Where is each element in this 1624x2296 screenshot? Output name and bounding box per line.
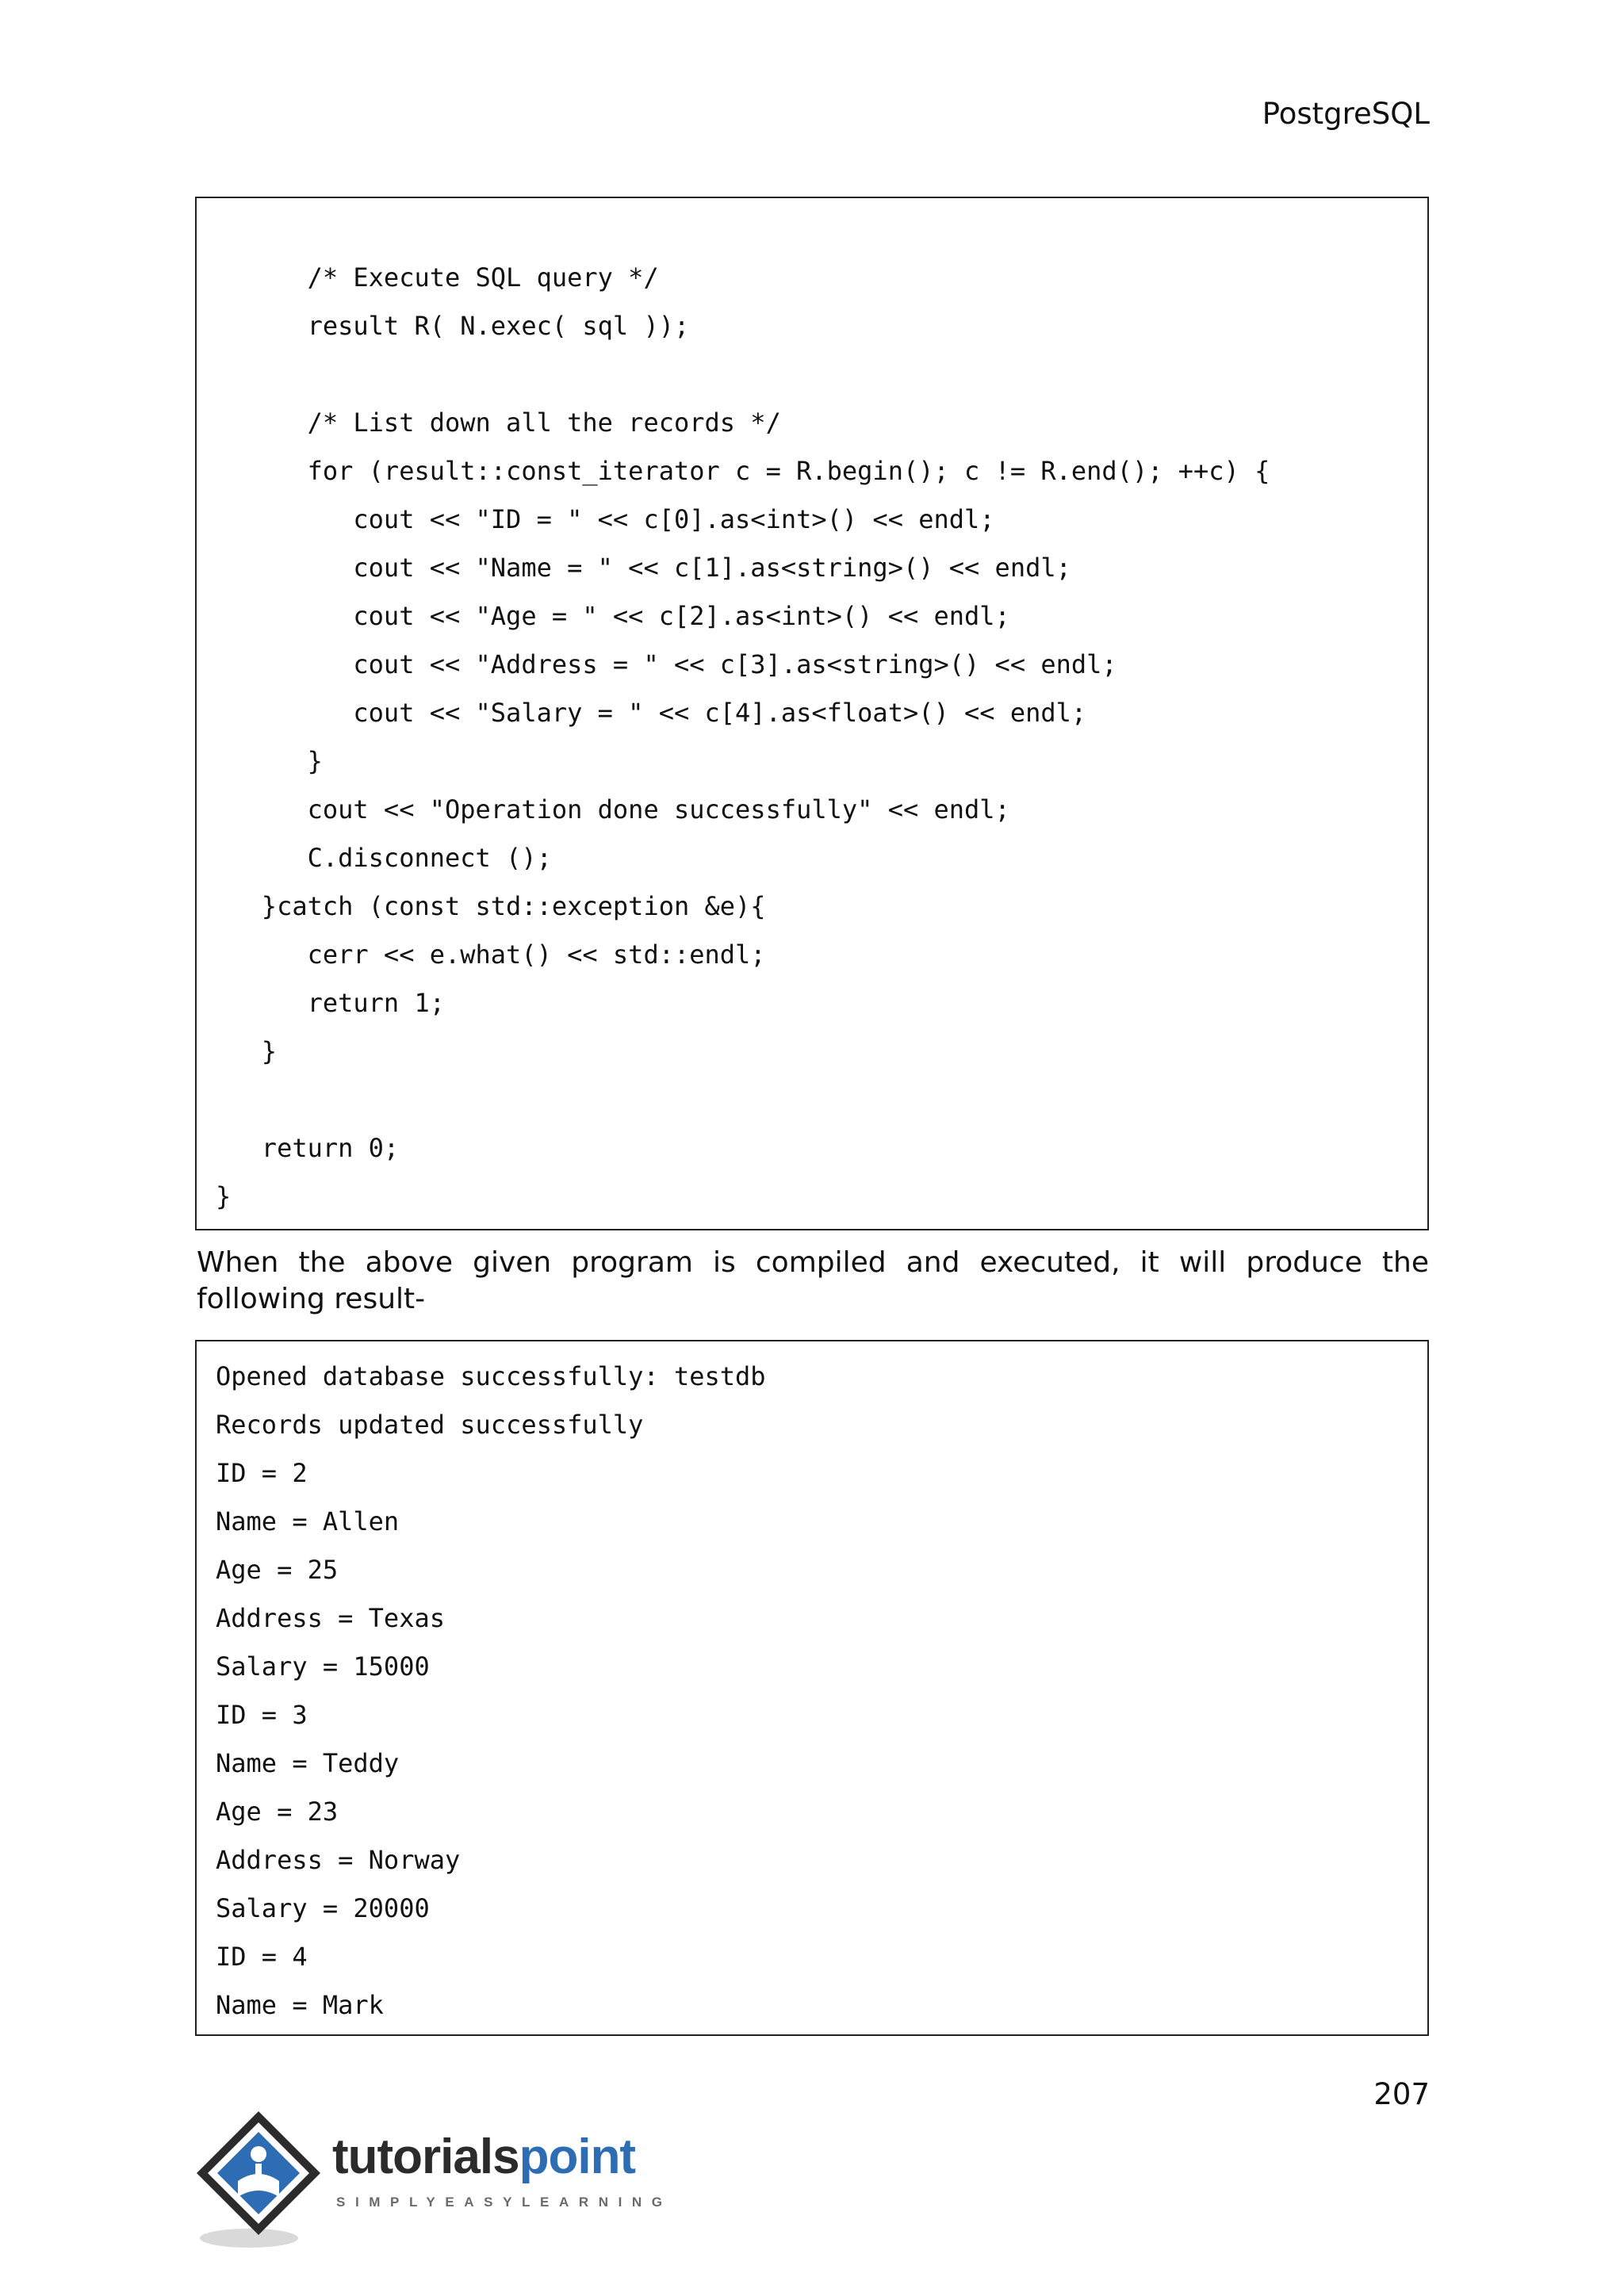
output-line: Opened database successfully: testdb [216, 1361, 766, 1391]
output-line: Address = Texas [216, 1603, 445, 1633]
tutorialspoint-logo [193, 2105, 685, 2256]
code-line: return 1; [216, 988, 445, 1018]
logo-emblem-icon [193, 2105, 336, 2256]
code-listing [195, 197, 1429, 1230]
output-line: Records updated successfully [216, 1410, 644, 1440]
output-line: Age = 23 [216, 1797, 339, 1827]
code-line: cerr << e.what() << std::endl; [216, 939, 766, 970]
body-paragraph: When the above given program is compiled and executed, it will produce the following result- [197, 1246, 1429, 1315]
output-line: Address = Norway [216, 1845, 461, 1875]
logo-word-blue: point [519, 2130, 636, 2184]
logo-tagline: SIMPLYEASYLEARNING [336, 2195, 672, 2210]
code-line: } [216, 1181, 232, 1211]
code-line: /* Execute SQL query */ [216, 262, 659, 293]
code-line: C.disconnect (); [216, 843, 552, 873]
code-line: return 0; [216, 1133, 400, 1163]
code-line: cout << "Address = " << c[3].as<string>() << endl; [216, 649, 1117, 679]
output-listing [195, 1340, 1429, 2036]
logo-word-dark: tutorials [332, 2130, 519, 2184]
code-line: cout << "Salary = " << c[4].as<float>() << endl; [216, 698, 1087, 728]
output-line: Name = Teddy [216, 1748, 400, 1778]
page-header-title: PostgreSQL [1262, 97, 1430, 131]
code-line: cout << "Operation done successfully" << endl; [216, 794, 1010, 825]
code-line: result R( N.exec( sql )); [216, 311, 690, 341]
code-line: cout << "ID = " << c[0].as<int>() << endl; [216, 504, 995, 534]
code-line: cout << "Name = " << c[1].as<string>() << endl; [216, 553, 1071, 583]
page-number: 207 [1373, 2077, 1430, 2111]
output-line: ID = 4 [216, 1942, 308, 1972]
output-line: Salary = 20000 [216, 1893, 430, 1923]
output-line: Age = 25 [216, 1555, 339, 1585]
output-line: Name = Allen [216, 1506, 400, 1536]
output-line: ID = 2 [216, 1458, 308, 1488]
code-line: /* List down all the records */ [216, 408, 781, 438]
code-line: } [216, 1036, 278, 1066]
code-line: } [216, 746, 323, 776]
output-line: Salary = 15000 [216, 1651, 430, 1682]
output-line: ID = 3 [216, 1700, 308, 1730]
output-line: Name = Mark [216, 1990, 384, 2020]
code-line: for (result::const_iterator c = R.begin(); c != R.end(); ++c) { [216, 456, 1270, 486]
logo-wordmark [332, 2129, 635, 2185]
code-line: cout << "Age = " << c[2].as<int>() << endl; [216, 601, 1010, 631]
code-line: }catch (const std::exception &e){ [216, 891, 766, 921]
